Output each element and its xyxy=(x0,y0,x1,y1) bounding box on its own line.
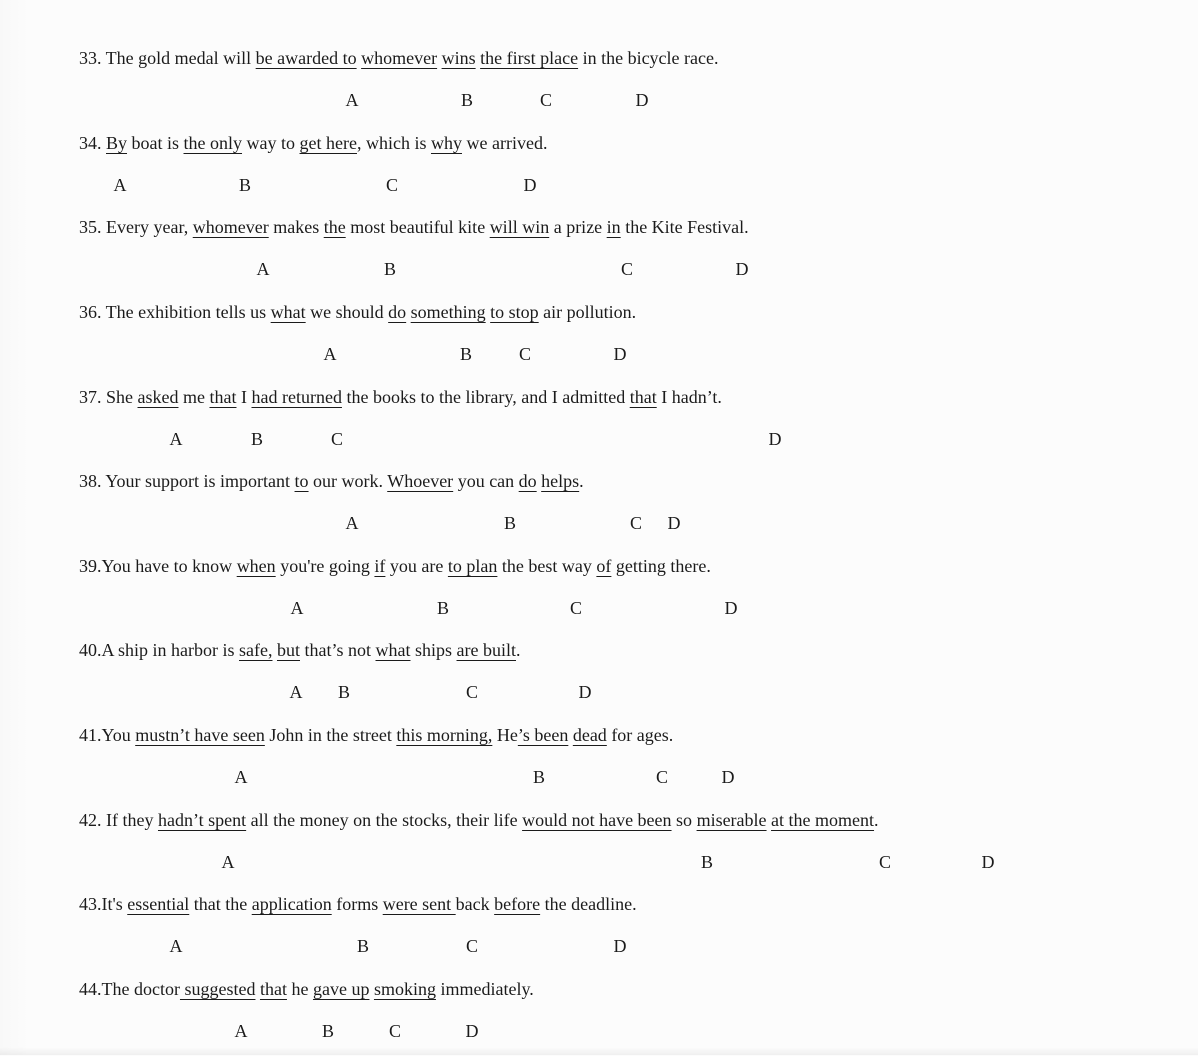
question-block-40 xyxy=(0,637,1198,717)
option-letters-row xyxy=(0,1018,1198,1044)
underlined-segment: be awarded to xyxy=(255,48,357,68)
text-segment: 40.A ship in harbor is xyxy=(79,640,239,660)
question-sentence xyxy=(79,807,1178,833)
option-letter-b: B xyxy=(460,90,474,110)
option-letter-a: A xyxy=(323,344,337,364)
text-segment: I hadn’t. xyxy=(656,387,722,407)
question-block-44 xyxy=(0,976,1198,1056)
underlined-segment: helps xyxy=(541,471,580,491)
question-block-37 xyxy=(0,384,1198,464)
underlined-segment: Whoever xyxy=(387,471,454,491)
text-segment: forms xyxy=(331,894,383,914)
text-segment: we should xyxy=(305,302,389,322)
question-block-38 xyxy=(0,468,1198,548)
option-letter-c: C xyxy=(465,936,479,956)
underlined-segment: mustn’t have seen xyxy=(135,725,265,745)
question-sentence xyxy=(79,384,1178,410)
underlined-segment: what xyxy=(270,302,306,322)
text-segment: . xyxy=(579,471,584,491)
underlined-segment: but xyxy=(276,640,300,660)
text-segment: you are xyxy=(385,556,448,576)
option-letters-row xyxy=(0,341,1198,367)
text-segment: the deadline. xyxy=(540,894,637,914)
underlined-segment: had returned xyxy=(251,387,342,407)
underlined-segment: miserable xyxy=(696,810,767,830)
text-segment: for ages. xyxy=(606,725,674,745)
underlined-segment: suggested xyxy=(179,979,256,999)
question-block-39 xyxy=(0,553,1198,633)
underlined-segment: this morning, xyxy=(396,725,493,745)
underlined-segment: that xyxy=(629,387,657,407)
underlined-segment: at the moment xyxy=(771,810,875,830)
option-letter-d: D xyxy=(465,1021,479,1041)
underlined-segment: gave up xyxy=(312,979,370,999)
question-sentence xyxy=(79,637,1178,663)
underlined-segment: to stop xyxy=(490,302,539,322)
text-segment: 38. Your support is important xyxy=(79,471,295,491)
question-sentence xyxy=(79,553,1178,579)
option-letter-a: A xyxy=(345,90,359,110)
option-letters-row xyxy=(0,679,1198,705)
text-segment: back xyxy=(455,894,495,914)
underlined-segment: By xyxy=(106,133,128,153)
text-segment: the best way xyxy=(497,556,597,576)
text-segment: makes xyxy=(268,217,324,237)
question-sentence xyxy=(79,891,1178,917)
underlined-segment: why xyxy=(430,133,462,153)
text-segment: 42. If they xyxy=(79,810,158,830)
question-sentence xyxy=(79,299,1178,325)
option-letter-c: C xyxy=(330,429,344,449)
option-letter-b: B xyxy=(700,852,714,872)
underlined-segment: asked xyxy=(137,387,179,407)
text-segment: 34. xyxy=(79,133,106,153)
text-segment: so xyxy=(671,810,697,830)
underlined-segment: get here xyxy=(299,133,357,153)
option-letter-b: B xyxy=(532,767,546,787)
text-segment: that’s not xyxy=(300,640,376,660)
option-letter-d: D xyxy=(523,175,537,195)
option-letter-b: B xyxy=(321,1021,335,1041)
option-letter-b: B xyxy=(503,513,517,533)
question-block-42 xyxy=(0,807,1198,887)
underlined-segment: whomever xyxy=(361,48,438,68)
option-letter-d: D xyxy=(724,598,738,618)
question-block-34 xyxy=(0,130,1198,210)
option-letters-row xyxy=(0,849,1198,875)
text-segment: ships xyxy=(410,640,457,660)
option-letter-a: A xyxy=(290,598,304,618)
underlined-segment: the only xyxy=(183,133,243,153)
option-letter-b: B xyxy=(383,259,397,279)
option-letter-d: D xyxy=(667,513,681,533)
question-block-43 xyxy=(0,891,1198,971)
question-block-33 xyxy=(0,45,1198,125)
option-letters-row xyxy=(0,933,1198,959)
text-segment: we arrived. xyxy=(461,133,548,153)
text-segment: all the money on the stocks, their life xyxy=(246,810,523,830)
underlined-segment: application xyxy=(251,894,332,914)
text-segment: a prize xyxy=(549,217,607,237)
option-letter-a: A xyxy=(169,429,183,449)
option-letters-row xyxy=(0,172,1198,198)
text-segment: 35. Every year, xyxy=(79,217,193,237)
option-letter-c: C xyxy=(629,513,643,533)
option-letter-b: B xyxy=(337,682,351,702)
underlined-segment: to plan xyxy=(447,556,498,576)
question-sentence xyxy=(79,130,1178,156)
option-letters-row xyxy=(0,510,1198,536)
underlined-segment: the xyxy=(323,217,346,237)
text-segment: immediately. xyxy=(435,979,534,999)
question-sentence xyxy=(79,45,1178,71)
underlined-segment: smoking xyxy=(373,979,436,999)
option-letter-c: C xyxy=(878,852,892,872)
option-letter-c: C xyxy=(569,598,583,618)
text-segment: getting there. xyxy=(611,556,711,576)
text-segment: you can xyxy=(453,471,519,491)
text-segment: 43.It's xyxy=(79,894,128,914)
underlined-segment: will win xyxy=(489,217,550,237)
underlined-segment: to xyxy=(294,471,309,491)
text-segment: . xyxy=(874,810,879,830)
underlined-segment: safe, xyxy=(239,640,273,660)
text-segment: I xyxy=(236,387,252,407)
option-letter-d: D xyxy=(613,936,627,956)
option-letter-b: B xyxy=(250,429,264,449)
underlined-segment: dead xyxy=(572,725,607,745)
underlined-segment: something xyxy=(410,302,486,322)
option-letter-a: A xyxy=(234,767,248,787)
underlined-segment: hadn’t spent xyxy=(157,810,247,830)
text-segment: 39.You have to know xyxy=(79,556,237,576)
option-letter-d: D xyxy=(613,344,627,364)
underlined-segment: before xyxy=(494,894,541,914)
option-letter-b: B xyxy=(436,598,450,618)
question-sentence xyxy=(79,722,1178,748)
option-letter-a: A xyxy=(169,936,183,956)
text-segment: you're going xyxy=(275,556,375,576)
underlined-segment: ’s been xyxy=(517,725,569,745)
text-segment: 41.You xyxy=(79,725,136,745)
text-segment: way to xyxy=(242,133,300,153)
underlined-segment: were sent xyxy=(382,894,456,914)
underlined-segment: essential xyxy=(127,894,190,914)
underlined-segment: do xyxy=(388,302,407,322)
text-segment: he xyxy=(286,979,313,999)
option-letters-row xyxy=(0,595,1198,621)
underlined-segment: that xyxy=(209,387,237,407)
option-letters-row xyxy=(0,87,1198,113)
text-segment: me xyxy=(178,387,210,407)
option-letter-a: A xyxy=(221,852,235,872)
underlined-segment: would not have been xyxy=(522,810,672,830)
option-letter-a: A xyxy=(113,175,127,195)
underlined-segment: when xyxy=(236,556,276,576)
text-segment: air pollution. xyxy=(538,302,637,322)
option-letter-d: D xyxy=(635,90,649,110)
text-segment: the books to the library, and I admitted xyxy=(341,387,630,407)
text-segment: most beautiful kite xyxy=(345,217,490,237)
underlined-segment: do xyxy=(518,471,537,491)
option-letter-d: D xyxy=(721,767,735,787)
underlined-segment: are built xyxy=(456,640,516,660)
text-segment: He xyxy=(492,725,518,745)
underlined-segment: whomever xyxy=(192,217,269,237)
option-letter-c: C xyxy=(465,682,479,702)
option-letters-row xyxy=(0,764,1198,790)
question-block-36 xyxy=(0,299,1198,379)
underlined-segment: what xyxy=(375,640,411,660)
question-block-41 xyxy=(0,722,1198,802)
option-letter-a: A xyxy=(345,513,359,533)
text-segment: , which is xyxy=(356,133,431,153)
option-letter-d: D xyxy=(578,682,592,702)
option-letter-a: A xyxy=(289,682,303,702)
text-segment: that the xyxy=(189,894,252,914)
text-segment: 33. The gold medal will xyxy=(79,48,256,68)
option-letter-b: B xyxy=(459,344,473,364)
text-segment: . xyxy=(516,640,521,660)
question-sentence xyxy=(79,976,1178,1002)
text-segment: in the bicycle race. xyxy=(578,48,719,68)
option-letter-c: C xyxy=(655,767,669,787)
option-letter-c: C xyxy=(620,259,634,279)
underlined-segment: if xyxy=(374,556,386,576)
underlined-segment: of xyxy=(596,556,612,576)
option-letter-c: C xyxy=(385,175,399,195)
text-segment: boat is xyxy=(127,133,184,153)
text-segment: the Kite Festival. xyxy=(620,217,749,237)
text-segment: John in the street xyxy=(264,725,397,745)
option-letter-d: D xyxy=(768,429,782,449)
option-letter-d: D xyxy=(735,259,749,279)
underlined-segment: wins xyxy=(441,48,476,68)
underlined-segment: that xyxy=(259,979,287,999)
question-block-35 xyxy=(0,214,1198,294)
option-letter-c: C xyxy=(518,344,532,364)
question-sentence xyxy=(79,468,1178,494)
text-segment: 37. She xyxy=(79,387,138,407)
text-segment: our work. xyxy=(308,471,388,491)
option-letter-d: D xyxy=(981,852,995,872)
option-letter-c: C xyxy=(539,90,553,110)
option-letters-row xyxy=(0,426,1198,452)
question-sentence xyxy=(79,214,1178,240)
option-letter-b: B xyxy=(356,936,370,956)
option-letters-row xyxy=(0,256,1198,282)
option-letter-a: A xyxy=(234,1021,248,1041)
underlined-segment: the first place xyxy=(480,48,579,68)
option-letter-c: C xyxy=(388,1021,402,1041)
option-letter-a: A xyxy=(256,259,270,279)
text-segment: 44.The doctor xyxy=(79,979,180,999)
text-segment: 36. The exhibition tells us xyxy=(79,302,271,322)
option-letter-b: B xyxy=(238,175,252,195)
underlined-segment: in xyxy=(606,217,621,237)
